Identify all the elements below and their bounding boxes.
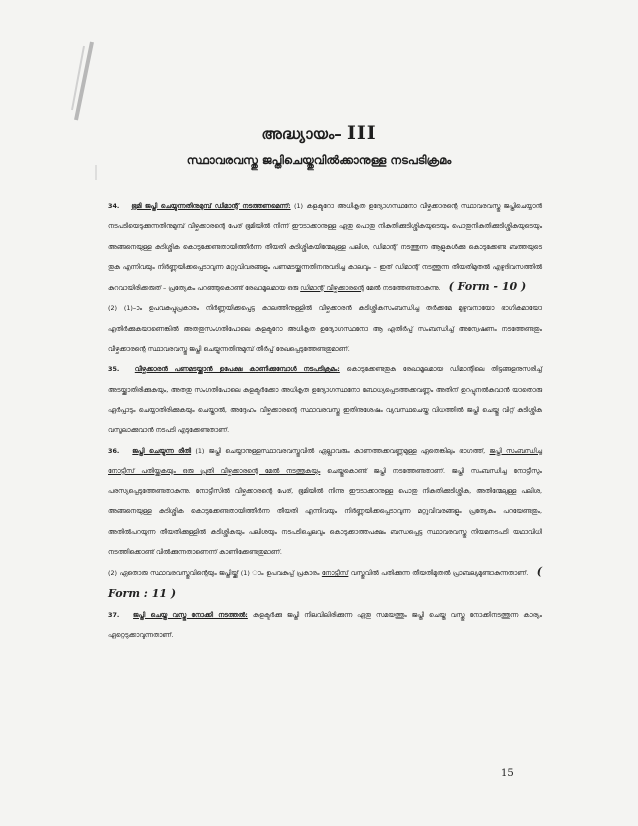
section-37 [108,605,542,646]
chapter-label: അദ്ധ്യായം– [261,125,342,143]
section-text: (1) കളക്ടറോ അധികൃത ഉദ്യോഗസ്ഥനോ വീഴ്ചക്കാരന്റെ സ്ഥാവരവസ്തു ജപ്തിചെയ്യാൻ നടപടിയെടുക്കുന്നതിനുമുമ്പ് വീഴ്ചക്കാരന്റെ പേര് ഭൂമിയിൽ നിന്ന് ഈടാക്കാനുള്ള ഏതു പൊതു നികുതിക്കുടിശ്ശികയുടെയും പൊതുനികുതിക്കുടിശ്ശികയുടെയും അങ്ങനെയുള്ള കുടിശ്ശിക കൊടുക്കേണ്ടതായിത്തീർന്ന തീയതി കുടിശ്ശികയിന്മേലുള്ള പലിശ, ഡിമാന്റ് നടത്തുന്ന ആളുകൾക്കു കൊടുക്കേണ്ട ബത്തയുടെ തുക എന്നിവയും നിർണ്ണയിക്കപ്പെടാവുന്ന മറ്റുവിവരങ്ങളും പണമടയ്ക്കുന്നതിനനുവദിച്ച കാലവും – ഇത് ഡിമാന്റ് നടത്തുന്ന തീയതിമുതൽ എഴുദിവസത്തിൽ കുറവായിരിക്കരുത് – പ്രത്യേകം പറഞ്ഞുകൊണ്ട് രേഖാമൂലമായ ഒരു [108,202,542,293]
section-36 [108,441,542,563]
section-34-clause-2: (2) (1)–ാം ഉപവകുപ്പുപ്രകാരം നിർണ്ണയിക്കപ്പെട്ട കാലത്തിനുള്ളിൽ വീഴ്ചക്കാരൻ കുടിശ്ശികസംബന്ധിച്ച തർക്കമേ മുഴുവനായോ ഭാഗികമായോ എതിർക്കുകയാണെങ്കിൽ അതതുസംഗതിപോലെ കളക്ടറോ അധികൃത ഉദ്യോഗസ്ഥനോ ആ എതിർപ്പ് സംബന്ധിച്ച് അന്വേഷണം നടത്തേണ്ടതും വീഴ്ചക്കാരന്റെ സ്ഥാവരവസ്തു ജപ്തി ചെയ്യുന്നതിനുമുമ്പ് തീർപ്പ് രേഖപ്പെടുത്തേണ്ടതുമാണ്. [108,304,542,354]
section-text: കളക്ടർക്കു ജപ്തി നിലവിലിരിക്കുന്ന ഏതു സമയത്തും ജപ്തി ചെയ്ത വസ്തു നോക്കിനടത്തുന്ന കാര്യം ഏറ്റെടുക്കാവുന്നതാണ്. [108,610,542,640]
handwritten-form-note: ( Form : 11 ) [108,565,542,600]
section-heading: ഭൂമി ജപ്തി ചെയ്യുന്നതിനുമുമ്പ് ഡിമാന്റ് നടത്തണമെന്ന്: [131,202,291,210]
section-number: 35. [108,365,120,374]
section-heading: വീഴ്ചക്കാരൻ പണമടയ്ക്കാൻ ഉപേക്ഷ കാണിക്കുമ്പോൾ നടപടിക്രമം: [134,365,340,374]
section-text: (1) ജപ്തി ചെയ്യാനുള്ളസ്ഥാവരവസ്തുവിൽ ഏല്ലാവരും കാണത്തക്കവണ്ണമുള്ള ഏതെങ്കിലും ഭാഗത്ത്, [195,446,486,455]
section-34 [108,196,542,298]
underlined-text: ജപ്തി സംബന്ധിച്ച നോട്ടീസ് പതിയ്ക്കുകയും ഒരു പ്രതി വീഴ്ചക്കാരന്റെ മേൽ നടത്തുകയും [108,446,542,475]
section-text: വസ്തുവിൽ പതിക്കുന്ന തീയതിമുതൽ പ്രാബല്യമുണ്ടാകുന്നതാണ്. [350,569,529,578]
body-text [108,196,542,646]
section-35 [108,359,542,440]
handwritten-form-note: ( Form - 10 ) [448,280,527,294]
section-number: 37. [108,610,120,619]
section-36-clause-2 [108,562,542,605]
chapter-title [0,122,638,144]
chapter-subtitle: സ്ഥാവരവസ്തു ജപ്തിചെയ്തുവിൽക്കാനുള്ള നടപടിക്രമം [186,153,452,167]
section-heading: ജപ്തി ചെയ്ത വസ്തു നോക്കി നടത്തൽ: [133,610,248,619]
section-text: മേൽ നടത്തേണ്ടതാകുന്നു. [365,284,441,293]
section-number: 34. [108,202,120,210]
section-text: കൊടുക്കേണ്ടതുക രേഖാമൂലമായ ഡിമാന്റിലെ തിട്ടങ്ങളനുസരിച്ച് അടയ്ക്കാതിരിക്കുകയും, അതതു സംഗതിപോലെ കളക്ടർക്കോ അധികൃത ഉദ്യോഗസ്ഥനോ ബോധ്യപ്പെടത്തക്കവണ്ണം അതിന് ഉറപ്പുനൽകുവാൻ യാതൊരു ഏർപ്പാടും ചെയ്യാതിരിക്കുകയും ചെയ്താൽ, അദ്ദേഹം വീഴ്ചക്കാരന്റെ സ്ഥാവരവസ്തു ഇതിനുശേഷം വ്യവസ്ഥചെയ്ത വിധത്തിൽ ജപ്തി ചെയ്തു വിറ്റ് കുടിശ്ശിക വസൂലാക്കുവാൻ നടപടി എടുക്കേണ്ടതാണ്. [108,365,542,435]
underlined-text: നോട്ടീസ് [321,569,349,578]
underlined-text: ഡിമാന്റ് വീഴ്ചക്കാരന്റെ [300,284,364,293]
section-text: (2) ഏതൊരു സ്ഥാവരവസ്തുവിന്റെയും ജപ്തിയ്ക്ക് (1) ാം ഉപവകുപ്പ് പ്രകാരം [108,569,320,578]
section-number: 36. [108,446,120,455]
page-number: 15 [501,768,514,779]
section-text: ചെയ്തുകൊണ്ട് ജപ്തി നടത്തേണ്ടതാണ്. ജപ്തി സംബന്ധിച്ച നോട്ടീസും പരസ്യപ്പെടുത്തേണ്ടതാകുന്നു. നോട്ടീസിൽ വീഴ്ചക്കാരന്റെ പേര്, ഭൂമിയിൽ നിന്നു ഈടാക്കാനുള്ള പൊതു നികുതിക്കുടിശ്ശിക, അതിന്മേലുള്ള പലിശ, അങ്ങനെയുള്ള കുടിശ്ശിക കൊടുക്കേണ്ടതായിത്തീർന്ന തീയതി എന്നിവയും നിർണ്ണയിക്കപ്പെടാവുന്ന മറ്റുവിവരങ്ങളും പ്രത്യേകം പറയേണ്ടതും, അതിൽപറയുന്ന തീയതിക്കുള്ളിൽ കുടിശ്ശികയും പലിശയും നടപടിച്ചെലവും കൊടുക്കാത്തപക്ഷം ബന്ധപ്പെട്ട സ്ഥാവരവസ്തു നിയമനടപടി യഥാവിധി നടത്തിക്കൊണ്ട് വിൽക്കുന്നതാണെന്ന് കാണിക്കേണ്ടതുമാണ്. [108,466,542,557]
section-heading: ജപ്തി ചെയ്യുന്ന രീതി [132,446,192,455]
chapter-number: III [346,122,377,144]
